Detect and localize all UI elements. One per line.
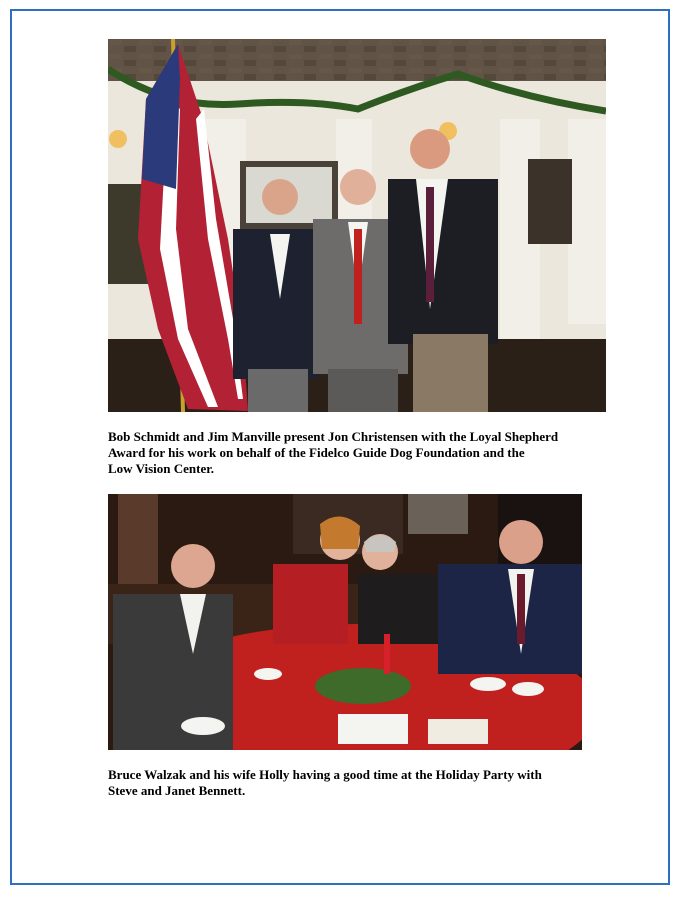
award-photo-drawing	[108, 39, 606, 412]
party-photo-drawing	[108, 494, 582, 750]
party-photo-caption	[108, 767, 608, 799]
award-photo-caption	[108, 429, 608, 477]
caption-1-line-3: Low Vision Center.	[108, 461, 215, 476]
award-presentation-photo	[108, 39, 606, 412]
caption-1-line-2: Award for his work on behalf of the Fidelco Guide Dog Foundation and the	[108, 445, 525, 460]
holiday-party-photo	[108, 494, 582, 750]
caption-1-line-1: Bob Schmidt and Jim Manville present Jon Christensen with the Loyal Shepherd	[108, 429, 559, 444]
caption-2-line-2: Steve and Janet Bennett.	[108, 783, 246, 798]
caption-2-line-1: Bruce Walzak and his wife Holly having a good time at the Holiday Party with	[108, 767, 542, 782]
